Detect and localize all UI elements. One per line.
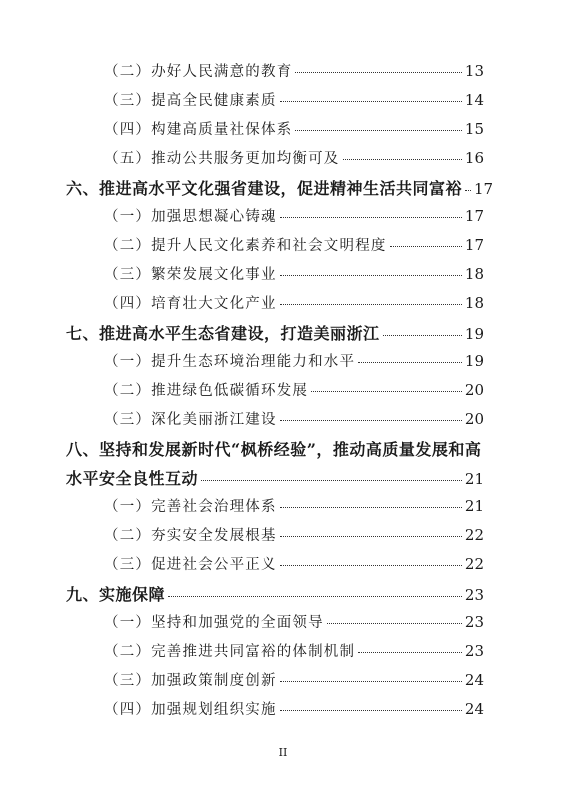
toc-entry-title: （二）完善推进共同富裕的体制机制 — [104, 644, 356, 660]
toc-entry-page: 22 — [464, 526, 484, 544]
dot-leader — [280, 275, 462, 276]
toc-section-title: 六、推进高水平文化强省建设，促进精神生活共同富裕 — [66, 179, 463, 198]
toc-entry[interactable] — [104, 553, 484, 577]
dot-leader — [358, 652, 462, 653]
toc-entry-page: 22 — [464, 555, 484, 573]
dot-leader — [280, 536, 462, 537]
page-number-footer: II — [278, 746, 288, 759]
toc-section-title: 七、推进高水平生态省建设，打造美丽浙江 — [66, 324, 380, 343]
toc-entry-page: 23 — [464, 613, 484, 631]
toc-entry-title: （一）完善社会治理体系 — [104, 499, 277, 515]
toc-section-line1[interactable] — [66, 437, 484, 461]
toc-entry-page: 23 — [464, 642, 484, 660]
dot-leader — [295, 130, 462, 131]
toc-entry-title: （二）夯实安全发展根基 — [104, 528, 277, 544]
toc-section-page: 23 — [464, 586, 484, 604]
toc-section-page: 17 — [474, 180, 494, 198]
toc-entry-page: 24 — [464, 671, 484, 689]
toc-entry[interactable] — [104, 263, 484, 287]
toc-entry[interactable] — [104, 60, 484, 84]
toc-entry[interactable] — [104, 640, 484, 664]
dot-leader — [280, 565, 462, 566]
dot-leader — [280, 507, 462, 508]
dot-leader — [327, 623, 462, 624]
toc-entry-title: （四）培育壮大文化产业 — [104, 296, 277, 312]
dot-leader — [280, 304, 462, 305]
toc-entry-title: （四）构建高质量社保体系 — [104, 122, 293, 138]
dot-leader — [280, 681, 462, 682]
toc-entry[interactable] — [104, 118, 484, 142]
toc-section-title: 八、坚持和发展新时代“枫桥经验”，推动高质量发展和高 — [66, 440, 482, 459]
dot-leader — [280, 217, 462, 218]
toc-entry[interactable] — [104, 350, 484, 374]
toc-entry-title: （一）提升生态环境治理能力和水平 — [104, 354, 356, 370]
dot-leader — [343, 159, 462, 160]
dot-leader — [383, 335, 462, 336]
toc-entry[interactable] — [104, 611, 484, 635]
toc-entry-title: （三）深化美丽浙江建设 — [104, 412, 277, 428]
toc-entry[interactable] — [104, 698, 484, 722]
dot-leader — [280, 101, 462, 102]
toc-entry[interactable] — [104, 379, 484, 403]
toc-entry[interactable] — [104, 495, 484, 519]
toc-entry[interactable] — [104, 524, 484, 548]
toc-entry-title: （一）坚持和加强党的全面领导 — [104, 615, 324, 631]
toc-entry-page: 18 — [464, 294, 484, 312]
toc-entry-title: （二）提升人民文化素养和社会文明程度 — [104, 238, 387, 254]
dot-leader — [168, 596, 462, 597]
toc-entry-title: （四）加强规划组织实施 — [104, 702, 277, 718]
toc-section-line2[interactable] — [66, 466, 484, 490]
toc-entry-page: 21 — [464, 497, 484, 515]
toc-entry-page: 14 — [464, 91, 484, 109]
toc-entry-title: （五）推动公共服务更加均衡可及 — [104, 151, 340, 167]
toc-entry-page: 20 — [464, 410, 484, 428]
toc-section[interactable] — [66, 582, 484, 606]
toc-entry-page: 24 — [464, 700, 484, 718]
toc-section[interactable] — [66, 176, 494, 200]
dot-leader — [311, 391, 462, 392]
dot-leader — [201, 480, 462, 481]
dot-leader — [390, 246, 462, 247]
toc-entry-title: （二）办好人民满意的教育 — [104, 64, 293, 80]
toc-entry-page: 17 — [464, 207, 484, 225]
toc-entry-title: （三）加强政策制度创新 — [104, 673, 277, 689]
toc-entry[interactable] — [104, 292, 484, 316]
toc-entry-page: 18 — [464, 265, 484, 283]
toc-entry-page: 13 — [464, 62, 484, 80]
toc-entry[interactable] — [104, 234, 484, 258]
toc-entry[interactable] — [104, 408, 484, 432]
toc-entry-page: 15 — [464, 120, 484, 138]
dot-leader — [465, 190, 471, 191]
toc-entry-title: （三）繁荣发展文化事业 — [104, 267, 277, 283]
dot-leader — [280, 420, 462, 421]
toc-section[interactable] — [66, 321, 484, 345]
toc-section-title-continued: 水平安全良性互动 — [66, 469, 199, 488]
toc-section-page: 21 — [464, 470, 484, 488]
toc-entry-title: （三）提高全民健康素质 — [104, 93, 277, 109]
toc-entry-page: 20 — [464, 381, 484, 399]
toc-entry[interactable] — [104, 89, 484, 113]
toc-entry-page: 16 — [464, 149, 484, 167]
toc-entry[interactable] — [104, 205, 484, 229]
toc-entry-page: 17 — [464, 236, 484, 254]
dot-leader — [295, 72, 462, 73]
toc-section-title: 九、实施保障 — [66, 585, 166, 604]
toc-entry-title: （三）促进社会公平正义 — [104, 557, 277, 573]
dot-leader — [280, 710, 462, 711]
toc-entry-page: 19 — [464, 352, 484, 370]
toc-section-page: 19 — [464, 325, 484, 343]
toc-entry[interactable] — [104, 669, 484, 693]
dot-leader — [358, 362, 462, 363]
toc-entry-title: （一）加强思想凝心铸魂 — [104, 209, 277, 225]
toc-entry[interactable] — [104, 147, 484, 171]
toc-entry-title: （二）推进绿色低碳循环发展 — [104, 383, 309, 399]
